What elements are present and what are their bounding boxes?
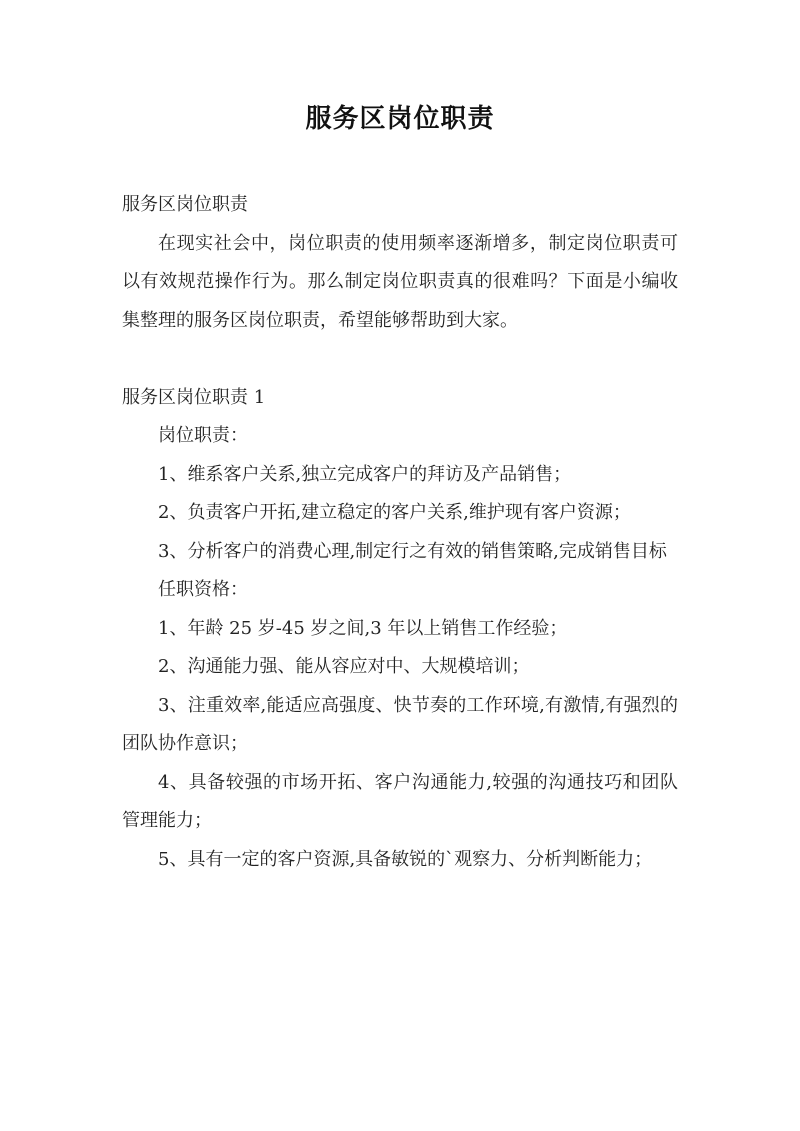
qualification-item: 5、具有一定的客户资源,具备敏锐的`观察力、分析判断能力； (158, 848, 653, 870)
qualification-item: 4、具备较强的市场开拓、客户沟通能力,较强的沟通技巧和团队管理能力； (122, 771, 678, 831)
duty-item: 2、负责客户开拓,建立稳定的客户关系,维护现有客户资源； (158, 502, 631, 523)
document-body (122, 186, 678, 879)
qualification-item: 3、注重效率,能适应高强度、快节奏的工作环境,有激情,有强烈的团队协作意识； (122, 694, 678, 754)
qualifications-label: 任职资格： (158, 579, 248, 600)
qualification-item: 1、年龄 25 岁-45 岁之间,3 年以上销售工作经验； (158, 617, 568, 639)
section-heading: 服务区岗位职责 (122, 194, 248, 215)
document-title: 服务区岗位职责 (305, 104, 495, 134)
intro-paragraph: 在现实社会中，岗位职责的使用频率逐渐增多，制定岗位职责可以有效规范操作行为。那么制定岗位职责真的很难吗？下面是小编收集整理的服务区岗位职责，希望能够帮助到大家。 (122, 232, 678, 331)
duties-label: 岗位职责： (158, 425, 248, 446)
qualification-item: 2、沟通能力强、能从容应对中、大规模培训； (158, 656, 530, 677)
paragraph-gap (122, 340, 678, 379)
duty-item: 3、分析客户的消费心理,制定行之有效的销售策略,完成销售目标 (158, 540, 667, 562)
duty-item: 1、维系客户关系,独立完成客户的拜访及产品销售； (158, 463, 572, 485)
section1-heading: 服务区岗位职责 1 (122, 386, 266, 408)
